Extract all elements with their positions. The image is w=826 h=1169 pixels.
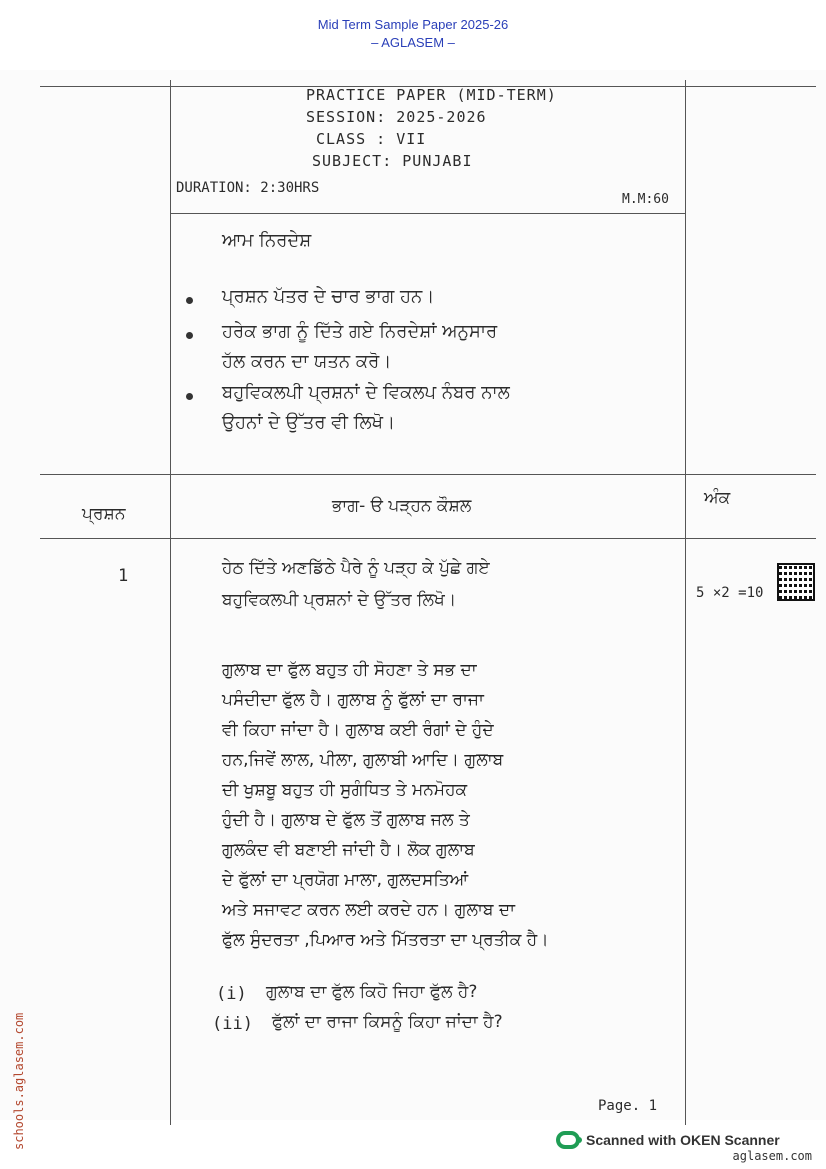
question-instruction-line-1: ਹੇਠ ਦਿੱਤੇ ਅਣਡਿੱਠੇ ਪੈਰੇ ਨੂੰ ਪੜ੍ਹ ਕੇ ਪੁੱਛੇ ਗਏ xyxy=(222,558,490,578)
rule-table-header-bottom xyxy=(40,538,816,539)
passage-line: ਪਸੰਦੀਦਾ ਫੁੱਲ ਹੈ। ਗੁਲਾਬ ਨੂੰ ਫੁੱਲਾਂ ਦਾ ਰਾਜਾ xyxy=(222,690,484,710)
rule-instructions-bottom xyxy=(40,474,816,475)
bullet-1 xyxy=(186,297,193,304)
header-max-marks: M.M:60 xyxy=(622,192,669,207)
passage-line: ਹਨ,ਜਿਵੇਂ ਲਾਲ, ਪੀਲਾ, ਗੁਲਾਬੀ ਆਦਿ। ਗੁਲਾਬ xyxy=(222,750,504,770)
passage-line: ਦੇ ਫੁੱਲਾਂ ਦਾ ਪ੍ਰਯੋਗ ਮਾਲਾ, ਗੁਲਦਸਤਿਆਂ xyxy=(222,870,469,890)
sub-question-label: (ii) xyxy=(212,1014,253,1034)
page-number: Page. 1 xyxy=(598,1098,658,1114)
rule-header-bottom xyxy=(170,213,685,214)
qr-code-icon xyxy=(777,563,815,601)
question-marks: 5 ×2 =10 xyxy=(696,585,764,601)
bullet-3 xyxy=(186,393,193,400)
col-header-question: ਪ੍ਰਸ਼ਨ xyxy=(82,504,126,524)
header-practice-paper: PRACTICE PAPER (MID-TERM) xyxy=(306,86,557,104)
col-header-section: ਭਾਗ- ੳ ਪੜ੍ਹਨ ਕੌਸ਼ਲ xyxy=(332,496,472,516)
passage-line: ਵੀ ਕਿਹਾ ਜਾਂਦਾ ਹੈ। ਗੁਲਾਬ ਕਈ ਰੰਗਾਂ ਦੇ ਹੁੰਦੇ xyxy=(222,720,494,740)
bullet-2 xyxy=(186,332,193,339)
rule-left xyxy=(170,80,171,1125)
question-instruction-line-2: ਬਹੁਵਿਕਲਪੀ ਪ੍ਰਸ਼ਨਾਂ ਦੇ ਉੱਤਰ ਲਿਖੋ। xyxy=(222,590,457,610)
passage-line: ਗੁਲਾਬ ਦਾ ਫੁੱਲ ਬਹੁਤ ਹੀ ਸੋਹਣਾ ਤੇ ਸਭ ਦਾ xyxy=(222,660,477,680)
passage-line: ਦੀ ਖੁਸ਼ਬੂ ਬਹੁਤ ਹੀ ਸੁਗੰਧਿਤ ਤੇ ਮਨਮੋਹਕ xyxy=(222,780,468,800)
instruction-item-2-cont: ਹੱਲ ਕਰਨ ਦਾ ਯਤਨ ਕਰੋ। xyxy=(222,351,392,372)
passage-line: ਫੁੱਲ ਸੁੰਦਰਤਾ ,ਪਿਆਰ ਅਤੇ ਮਿੱਤਰਤਾ ਦਾ ਪ੍ਰਤੀਕ ਹੈ। xyxy=(222,930,549,950)
instruction-item-2: ਹਰੇਕ ਭਾਗ ਨੂੰ ਦਿੱਤੇ ਗਏ ਨਿਰਦੇਸ਼ਾਂ ਅਨੁਸਾਰ xyxy=(222,321,498,342)
sub-question-text: ਗੁਲਾਬ ਦਾ ਫੁੱਲ ਕਿਹੋ ਜਿਹਾ ਫੁੱਲ ਹੈ? xyxy=(266,982,478,1002)
instruction-item-3: ਬਹੁਵਿਕਲਪੀ ਪ੍ਰਸ਼ਨਾਂ ਦੇ ਵਿਕਲਪ ਨੰਬਰ ਨਾਲ xyxy=(222,382,510,403)
passage xyxy=(222,655,672,955)
scanner-badge xyxy=(556,1131,780,1149)
header-duration: DURATION: 2:30HRS xyxy=(176,180,320,196)
scanner-text: Scanned with OKEN Scanner xyxy=(586,1132,780,1148)
header-subject: SUBJECT: PUNJABI xyxy=(312,152,473,170)
instruction-item-3-cont: ਉਹਨਾਂ ਦੇ ਉੱਤਰ ਵੀ ਲਿਖੋ। xyxy=(222,412,396,433)
col-header-marks: ਅੰਕ xyxy=(704,488,731,508)
watermark-title: Mid Term Sample Paper 2025-26 xyxy=(317,17,509,32)
rule-right xyxy=(685,80,686,1125)
sub-question-label: (i) xyxy=(216,984,247,1004)
sub-question-text: ਫੁੱਲਾਂ ਦਾ ਰਾਜਾ ਕਿਸਨੂੰ ਕਿਹਾ ਜਾਂਦਾ ਹੈ? xyxy=(272,1012,503,1032)
scanner-logo-icon xyxy=(556,1131,580,1149)
instructions-heading: ਆਮ ਨਿਰਦੇਸ਼ xyxy=(222,230,312,251)
header-class: CLASS : VII xyxy=(316,130,427,148)
watermark-source: – AGLASEM – xyxy=(371,35,455,50)
watermark-header xyxy=(0,16,826,52)
passage-line: ਅਤੇ ਸਜਾਵਟ ਕਰਨ ਲਈ ਕਰਦੇ ਹਨ। ਗੁਲਾਬ ਦਾ xyxy=(222,900,515,920)
header-session: SESSION: 2025-2026 xyxy=(306,108,487,126)
instruction-item-1: ਪ੍ਰਸ਼ਨ ਪੱਤਰ ਦੇ ਚਾਰ ਭਾਗ ਹਨ। xyxy=(222,286,435,307)
bottom-watermark: aglasem.com xyxy=(732,1149,812,1163)
side-watermark: schools.aglasem.com xyxy=(12,1012,26,1150)
passage-line: ਹੁੰਦੀ ਹੈ। ਗੁਲਾਬ ਦੇ ਫੁੱਲ ਤੋਂ ਗੁਲਾਬ ਜਲ ਤੇ xyxy=(222,810,470,830)
question-number: 1 xyxy=(118,566,129,586)
passage-line: ਗੁਲਕੰਦ ਵੀ ਬਣਾਈ ਜਾਂਦੀ ਹੈ। ਲੋਕ ਗੁਲਾਬ xyxy=(222,840,475,860)
